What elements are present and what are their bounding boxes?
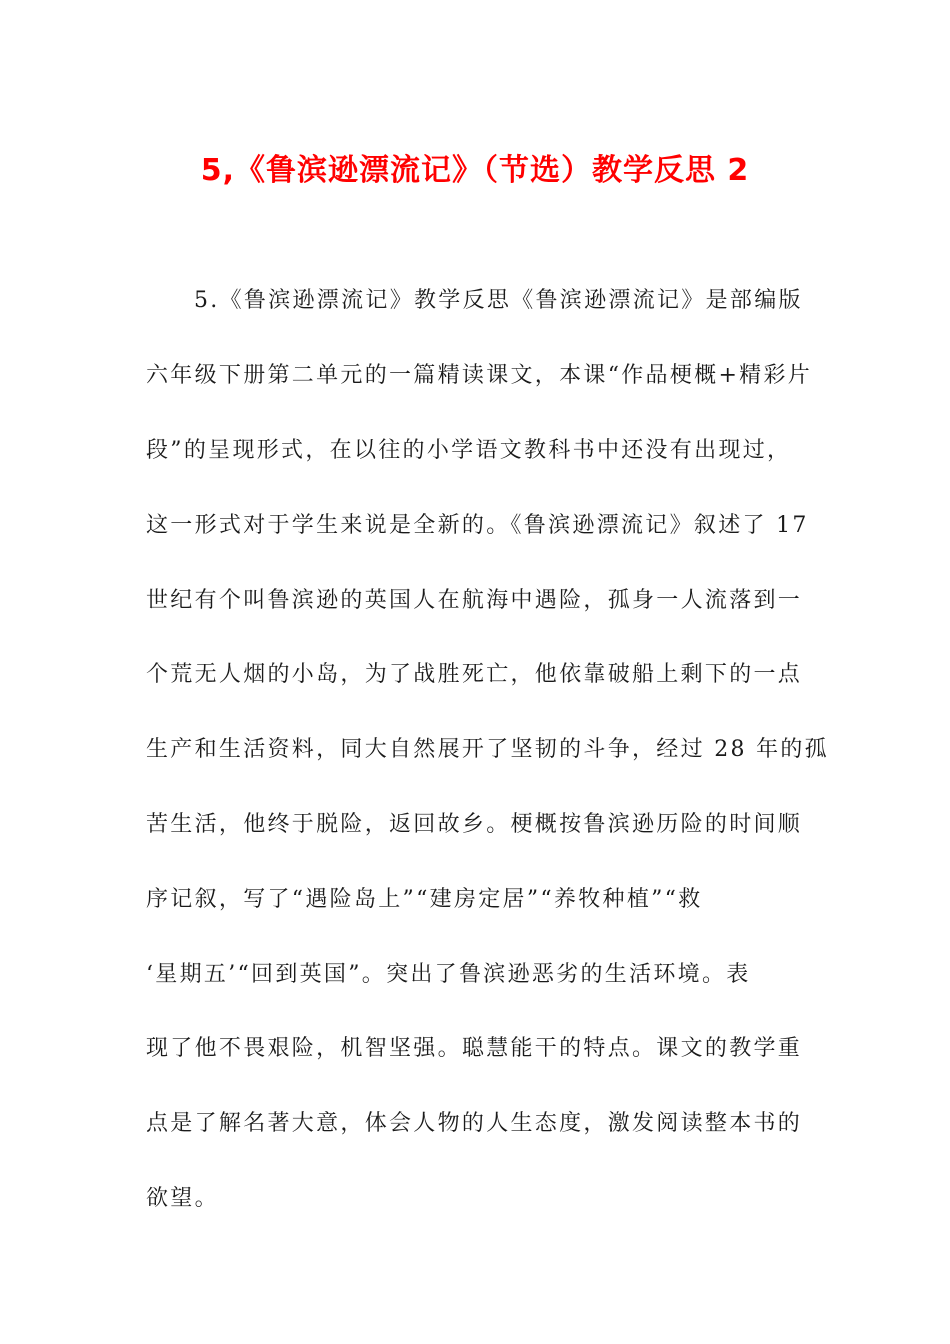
body-line-5: 世纪有个叫鲁滨逊的英国人在航海中遇险，孤身一人流落到一 [146,588,803,613]
body-line-7: 生产和生活资料，同大自然展开了坚韧的斗争，经过 28 年的孤 [146,737,829,762]
body-line-3: 段”的呈现形式，在以往的小学语文教科书中还没有出现过， [146,438,792,463]
body-line-8: 苦生活，他终于脱险，返回故乡。梗概按鲁滨逊历险的时间顺 [146,812,803,837]
body-line-4: 这一形式对于学生来说是全新的。《鲁滨逊漂流记》叙述了 17 [146,513,809,538]
body-line-10: ‘星期五’“回到英国”。突出了鲁滨逊恶劣的生活环境。表 [146,962,751,987]
body-line-9: 序记叙，写了“遇险岛上”“建房定居”“养牧种植”“救 [146,887,703,912]
body-line-12: 点是了解名著大意，体会人物的人生态度，激发阅读整本书的 [146,1111,803,1136]
body-line-11: 现了他不畏艰险，机智坚强。聪慧能干的特点。课文的教学重 [146,1036,803,1061]
document-title: 5,《鲁滨逊漂流记》（节选）教学反思 2 [200,153,750,188]
body-line-13: 欲望。 [146,1186,219,1211]
body-line-1: 5.《鲁滨逊漂流记》教学反思《鲁滨逊漂流记》是部编版 [194,288,803,313]
body-line-2: 六年级下册第二单元的一篇精读课文，本课“作品梗概+精彩片 [146,363,813,388]
body-line-6: 个荒无人烟的小岛，为了战胜死亡，他依靠破船上剩下的一点 [146,662,803,687]
